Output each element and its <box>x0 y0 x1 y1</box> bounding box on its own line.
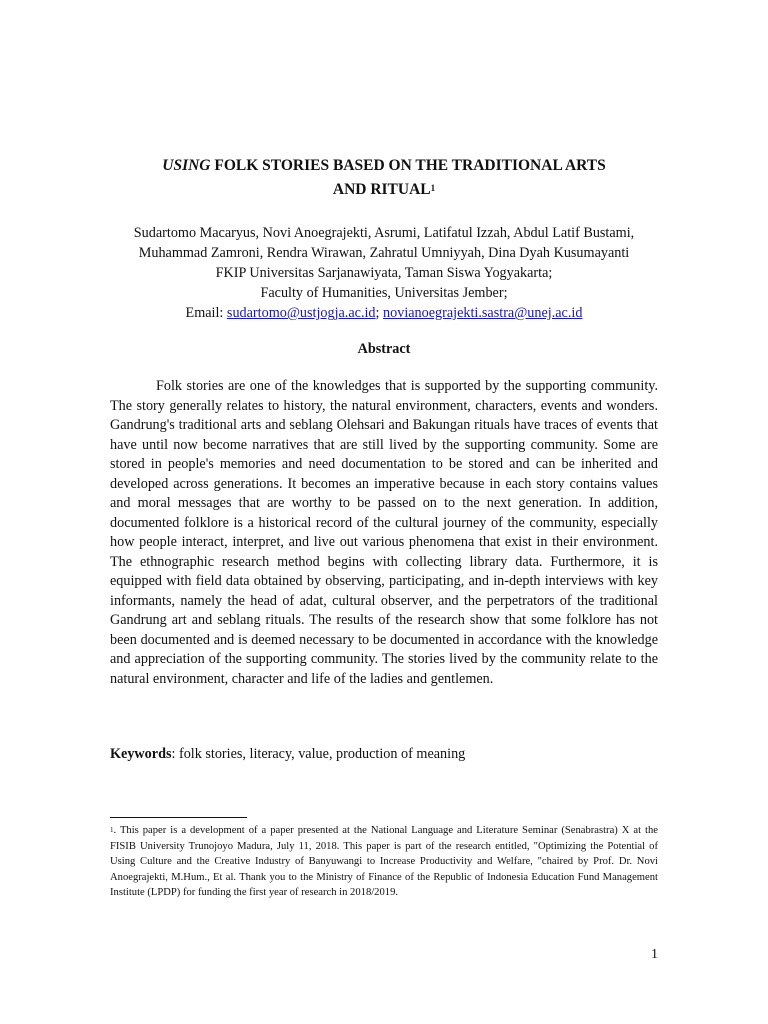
author-block <box>110 223 658 323</box>
author-line-1: Sudartomo Macaryus, Novi Anoegrajekti, Asrumi, Latifatul Izzah, Abdul Latif Bustami, <box>133 225 635 241</box>
title-line2: AND RITUAL <box>332 181 431 198</box>
footnote-text: . This paper is a development of a paper presented at the National Language and Literature Seminar (Senabrastra) X at the FISIB University Trunojoyo Madura, July 11, 2018. This paper is part of the research entitled, "Optimizing the Potential of Using Culture and the Creative Industry of Banyuwangi to Increase Productivity and Welfare, "chaired by Prof. Dr. Novi Anoegrajekti, M.Hum., Et al. Thank you to the Ministry of Finance of the Republic of Indonesia Education Fund Management Institute (LPDP) for funding the first year of research in 2018/2019. <box>110 825 658 898</box>
abstract-heading: Abstract <box>357 341 411 357</box>
keywords-line <box>110 744 658 764</box>
footnote-marker: 1 <box>110 826 114 834</box>
footnote <box>110 823 658 901</box>
email-link-1[interactable]: sudartomo@ustjogja.ac.id <box>226 305 376 321</box>
paper-title <box>110 154 658 202</box>
title-footnote-ref[interactable]: 1 <box>430 183 436 193</box>
title-italic-word: USING <box>162 157 211 174</box>
affiliation-2: Faculty of Humanities, Universitas Jember; <box>260 285 508 301</box>
page-number: 1 <box>651 947 658 962</box>
footnote-divider <box>110 817 247 818</box>
email-separator: ; <box>375 305 384 321</box>
email-link-2[interactable]: novianoegrajekti.sastra@unej.ac.id <box>383 305 583 321</box>
keywords-label: Keywords <box>110 746 172 762</box>
affiliation-1: FKIP Universitas Sarjanawiyata, Taman Siswa Yogyakarta; <box>215 265 553 281</box>
title-line1: FOLK STORIES BASED ON THE TRADITIONAL ARTS <box>210 157 606 174</box>
abstract-text: Folk stories are one of the knowledges that is supported by the supporting community. The story generally relates to history, the natural environment, characters, events and wonders. Gandrung's traditional arts and seblang Olehsari and Bakungan rituals have traces of events that have until now become narratives that are still lived by the supporting community. Some are stored in people's memories and need documentation to be stored and can be inherited and developed across generations. It becomes an imperative because in each story contains values and moral messages that are worthy to be passed on to the next generation. In addition, documented folklore is a historical record of the cultural journey of the community, especially how people interact, interpret, and live out various phenomena that exist in their environment. The ethnographic research method begins with collecting library data. Furthermore, it is equipped with field data obtained by observing, participating, and in-depth interviews with key informants, namely the head of adat, cultural observer, and the perpetrators of the traditional Gandrung art and seblang rituals. The results of the research show that some folklore has not been documented and is deemed necessary to be documented in accordance with the knowledge and appreciation of the supporting community. The stories lived by the community relate to the natural environment, character and life of the ladies and gentlemen. <box>110 378 658 687</box>
email-line <box>110 303 658 323</box>
author-line-2: Muhammad Zamroni, Rendra Wirawan, Zahratul Umniyyah, Dina Dyah Kusumayanti <box>138 245 630 261</box>
keywords-text: : folk stories, literacy, value, production of meaning <box>171 746 466 762</box>
email-label: Email: <box>185 305 227 321</box>
